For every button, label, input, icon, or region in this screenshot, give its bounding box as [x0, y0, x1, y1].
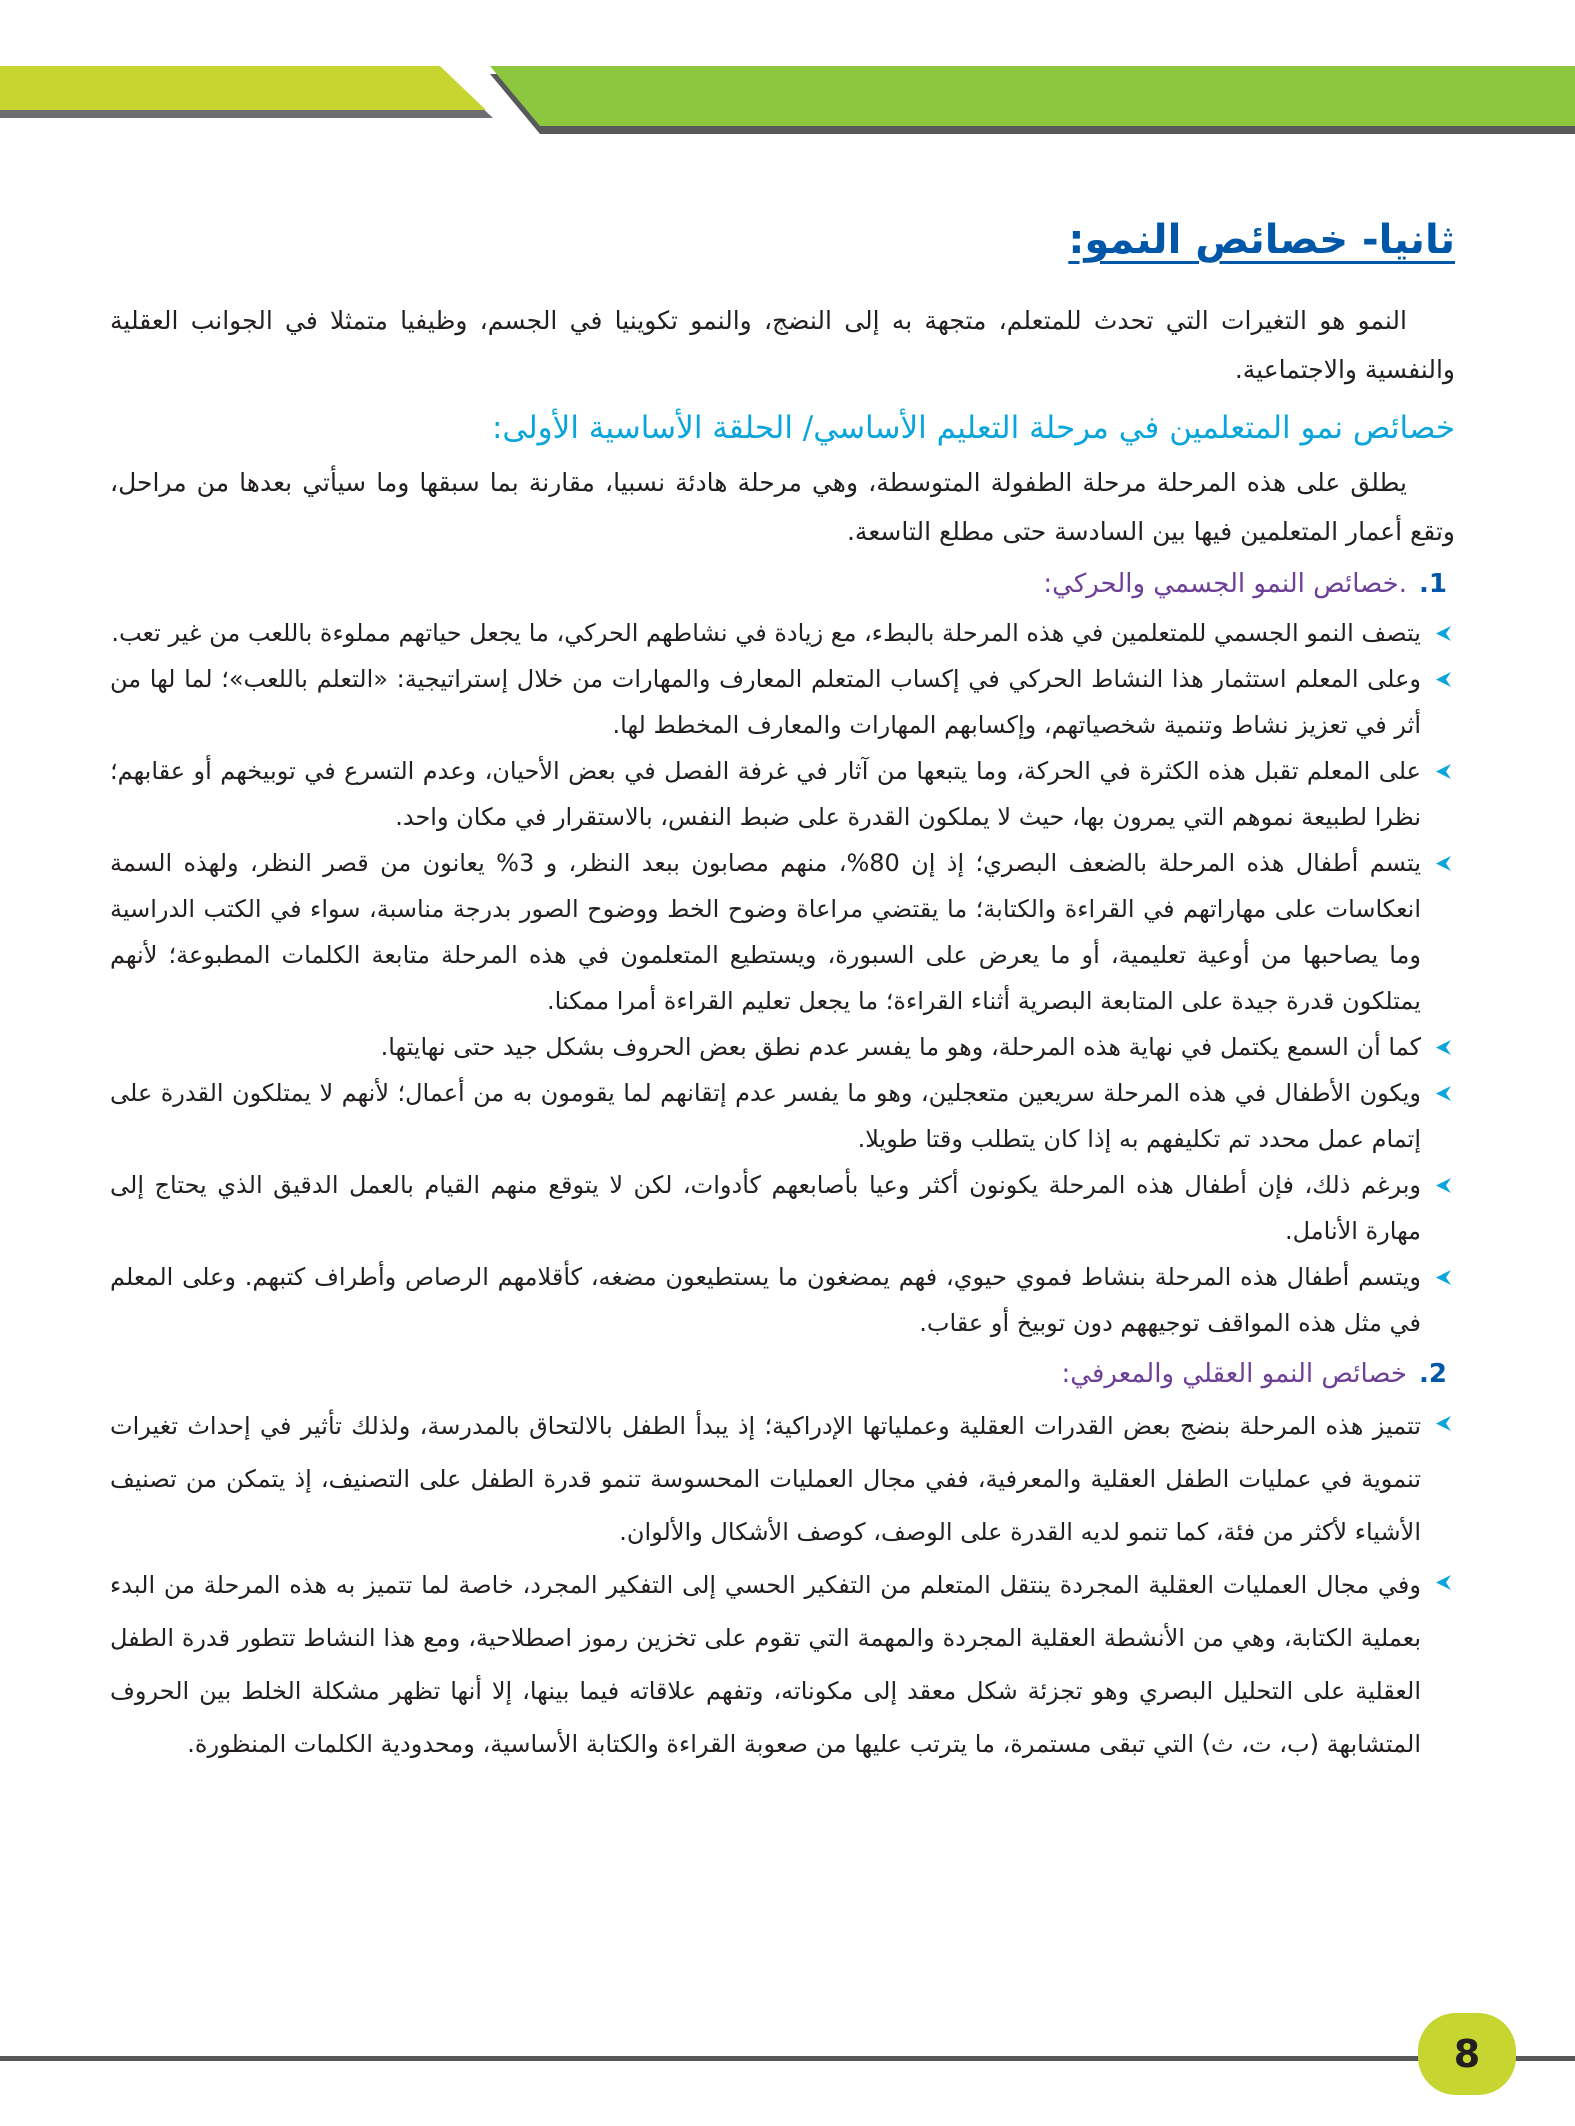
bullet-marker-icon — [1436, 1040, 1451, 1055]
header-band-green — [490, 66, 1575, 126]
bullet-marker-icon — [1436, 1575, 1451, 1590]
section1-title — [110, 560, 1455, 608]
list-item: كما أن السمع يكتمل في نهاية هذه المرحلة، وهو ما يفسر عدم نطق بعض الحروف بشكل جيد حتى نهايتها. — [110, 1024, 1455, 1070]
page-content — [110, 210, 1455, 1771]
bullet-marker-icon — [1436, 672, 1451, 687]
list-item: يتسم أطفال هذه المرحلة بالضعف البصري؛ إذ إن 80%، منهم مصابون ببعد النظر، و 3% يعانون من قصر النظر، ولهذه السمة انعكاسات على مهاراتهم في القراءة والكتابة؛ ما يقتضي مراعاة وضوح الخط ووضوح الصور بدرجة مناسبة، سواء في الكتب الدراسية وما يصاحبها من أوعية تعليمية، أو ما يعرض على السبورة، ويستطيع المتعلمون في هذه المرحلة متابعة الكلمات المطبوعة؛ لأنهم يمتلكون قدرة جيدة على المتابعة البصرية أثناء القراءة؛ ما يجعل تعليم القراءة أمرا ممكنا. — [110, 840, 1455, 1024]
section2-title — [110, 1350, 1455, 1398]
list-item: تتميز هذه المرحلة بنضج بعض القدرات العقلية وعملياتها الإدراكية؛ إذ يبدأ الطفل بالالتحاق بالمدرسة، ولذلك تأثير في إحداث تغيرات تنموية في عمليات الطفل العقلية والمعرفية، ففي مجال العمليات المحسوسة تنمو قدرة الطفل على التصنيف، إذ يتمكن من تصنيف الأشياء لأكثر من فئة، كما تنمو لديه القدرة على الوصف، كوصف الأشكال والألوان. — [110, 1400, 1455, 1559]
list-item: وبرغم ذلك، فإن أطفال هذه المرحلة يكونون أكثر وعيا بأصابعهم كأدوات، لكن لا يتوقع منهم القيام بالعمل الدقيق الذي يحتاج إلى مهارة الأنامل. — [110, 1162, 1455, 1254]
header-band-lime — [0, 66, 486, 110]
bullet-marker-icon — [1436, 764, 1451, 779]
section2-number: 2. — [1419, 1359, 1447, 1389]
list-item: ويكون الأطفال في هذه المرحلة سريعين متعجلين، وهو ما يفسر عدم إتقانهم لما يقومون به من أعمال؛ لأنهم لا يمتلكون القدرة على إتمام عمل محدد تم تكليفهم به إذا كان يتطلب وقتا طويلا. — [110, 1070, 1455, 1162]
list-item: وعلى المعلم استثمار هذا النشاط الحركي في إكساب المتعلم المعارف والمهارات من خلال إستراتيجية: «التعلم باللعب»؛ لما لها من أثر في تعزيز نشاط وتنمية شخصياتهم، وإكسابهم المهارات والمعارف المخطط لها. — [110, 656, 1455, 748]
bullet-marker-icon — [1436, 1178, 1451, 1193]
list-item: على المعلم تقبل هذه الكثرة في الحركة، وما يتبعها من آثار في غرفة الفصل في بعض الأحيان، وعدم التسرع في توبيخهم أو عقابهم؛ نظرا لطبيعة نموهم التي يمرون بها، حيث لا يملكون القدرة على ضبط النفس، بالاستقرار في مكان واحد. — [110, 748, 1455, 840]
intro-paragraph: النمو هو التغيرات التي تحدث للمتعلم، متجهة به إلى النضج، والنمو تكوينيا في الجسم، وظيفيا متمثلا في الجوانب العقلية والنفسية والاجتماعية. — [110, 306, 1455, 384]
bullet-marker-icon — [1436, 1086, 1451, 1101]
footer-rule — [0, 2056, 1575, 2061]
stage-paragraph: يطلق على هذه المرحلة مرحلة الطفولة المتوسطة، وهي مرحلة هادئة نسبيا، مقارنة بما سبقها وما سيأتي بعدها من مراحل، وتقع أعمار المتعلمين فيها بين السادسة حتى مطلع التاسعة. — [110, 468, 1455, 546]
bullet-marker-icon — [1436, 1416, 1451, 1431]
section1-title-text: .خصائص النمو الجسمي والحركي: — [1043, 569, 1408, 599]
list-item: وفي مجال العمليات العقلية المجردة ينتقل المتعلم من التفكير الحسي إلى التفكير المجرد، خاصة لما تتميز به هذه المرحلة من البدء بعملية الكتابة، وهي من الأنشطة العقلية المجردة والمهمة التي تقوم على تخزين رموز اصطلاحية، ومع هذا النشاط تتطور قدرة الطفل العقلية على التحليل البصري وهو تجزئة شكل معقد إلى مكوناته، وتفهم علاقاته فيما بينها، إلا أنها تظهر مشكلة الخلط بين الحروف المتشابهة (ب، ت، ث) التي تبقى مستمرة، ما يترتب عليها من صعوبة القراءة والكتابة الأساسية، ومحدودية الكلمات المنظورة. — [110, 1559, 1455, 1771]
page-number: 8 — [1418, 2013, 1516, 2095]
stage-subheading: خصائص نمو المتعلمين في مرحلة التعليم الأساسي/ الحلقة الأساسية الأولى: — [491, 410, 1455, 446]
list-item: ويتسم أطفال هذه المرحلة بنشاط فموي حيوي، فهم يمضغون ما يستطيعون مضغه، كأقلامهم الرصاص وأطراف كتبهم. وعلى المعلم في مثل هذه المواقف توجيههم دون توبيخ أو عقاب. — [110, 1254, 1455, 1346]
section1-list — [110, 610, 1455, 1346]
bullet-marker-icon — [1436, 1270, 1451, 1285]
section2-title-text: خصائص النمو العقلي والمعرفي: — [1061, 1359, 1408, 1389]
header-decoration — [0, 0, 1575, 140]
list-item: يتصف النمو الجسمي للمتعلمين في هذه المرحلة بالبطء، مع زيادة في نشاطهم الحركي، ما يجعل حياتهم مملوءة باللعب من غير تعب. — [110, 610, 1455, 656]
section-heading: ثانيا- خصائص النمو: — [1068, 217, 1455, 263]
section2-list — [110, 1400, 1455, 1771]
section1-number: 1. — [1419, 569, 1447, 599]
bullet-marker-icon — [1436, 856, 1451, 871]
bullet-marker-icon — [1436, 626, 1451, 641]
